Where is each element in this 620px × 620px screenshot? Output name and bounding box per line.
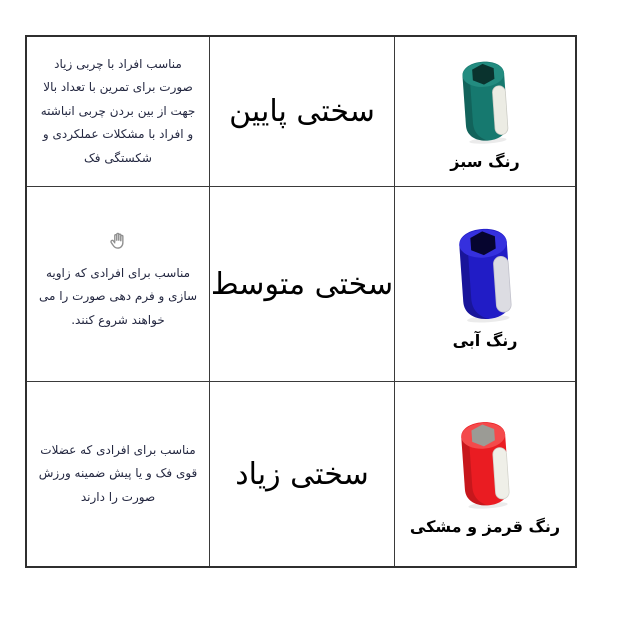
red-bite-piece-image bbox=[444, 410, 527, 512]
table-row-3-image-cell bbox=[395, 382, 575, 566]
description-text-low: مناسب افراد با چربی زیاد صورت برای تمرین با تعداد بالا جهت از بین بردن چربی انباشته و افراد با مشکلات عملکردی و شکستگی فک bbox=[40, 57, 196, 165]
table-row-2-hardness-cell bbox=[210, 187, 395, 382]
hardness-label-high: سختی زیاد bbox=[235, 456, 369, 492]
table-row-3-hardness-cell bbox=[210, 382, 395, 566]
table-row-1-hardness-cell bbox=[210, 37, 395, 187]
hardness-comparison-table bbox=[25, 35, 577, 568]
description-text-medium: مناسب برای افرادی که زاویه سازی و فرم دهی صورت را می خواهند شروع کنند. bbox=[38, 265, 198, 327]
table-row-1-description-cell bbox=[27, 37, 210, 187]
blue-bite-piece-image bbox=[440, 216, 529, 326]
color-label-green: رنگ سبز bbox=[450, 151, 520, 171]
color-label-red-black: رنگ قرمز و مشکی bbox=[409, 516, 561, 536]
table-row-2-description-cell bbox=[27, 187, 210, 382]
hardness-label-low: سختی پایین bbox=[229, 94, 375, 129]
table-row-2-image-cell bbox=[395, 187, 575, 382]
color-label-blue: رنگ آبی bbox=[452, 330, 518, 350]
grab-hand-icon bbox=[107, 230, 129, 252]
table-row-1-image-cell bbox=[395, 37, 575, 187]
table-row-3-description-cell bbox=[27, 382, 210, 566]
description-text-high: مناسب برای افرادی که عضلات قوی فک و یا پیش ضمینه ورزش صورت را دارند bbox=[38, 442, 198, 504]
green-bite-piece-image bbox=[446, 50, 524, 147]
hardness-label-medium: سختی متوسط bbox=[210, 266, 394, 302]
